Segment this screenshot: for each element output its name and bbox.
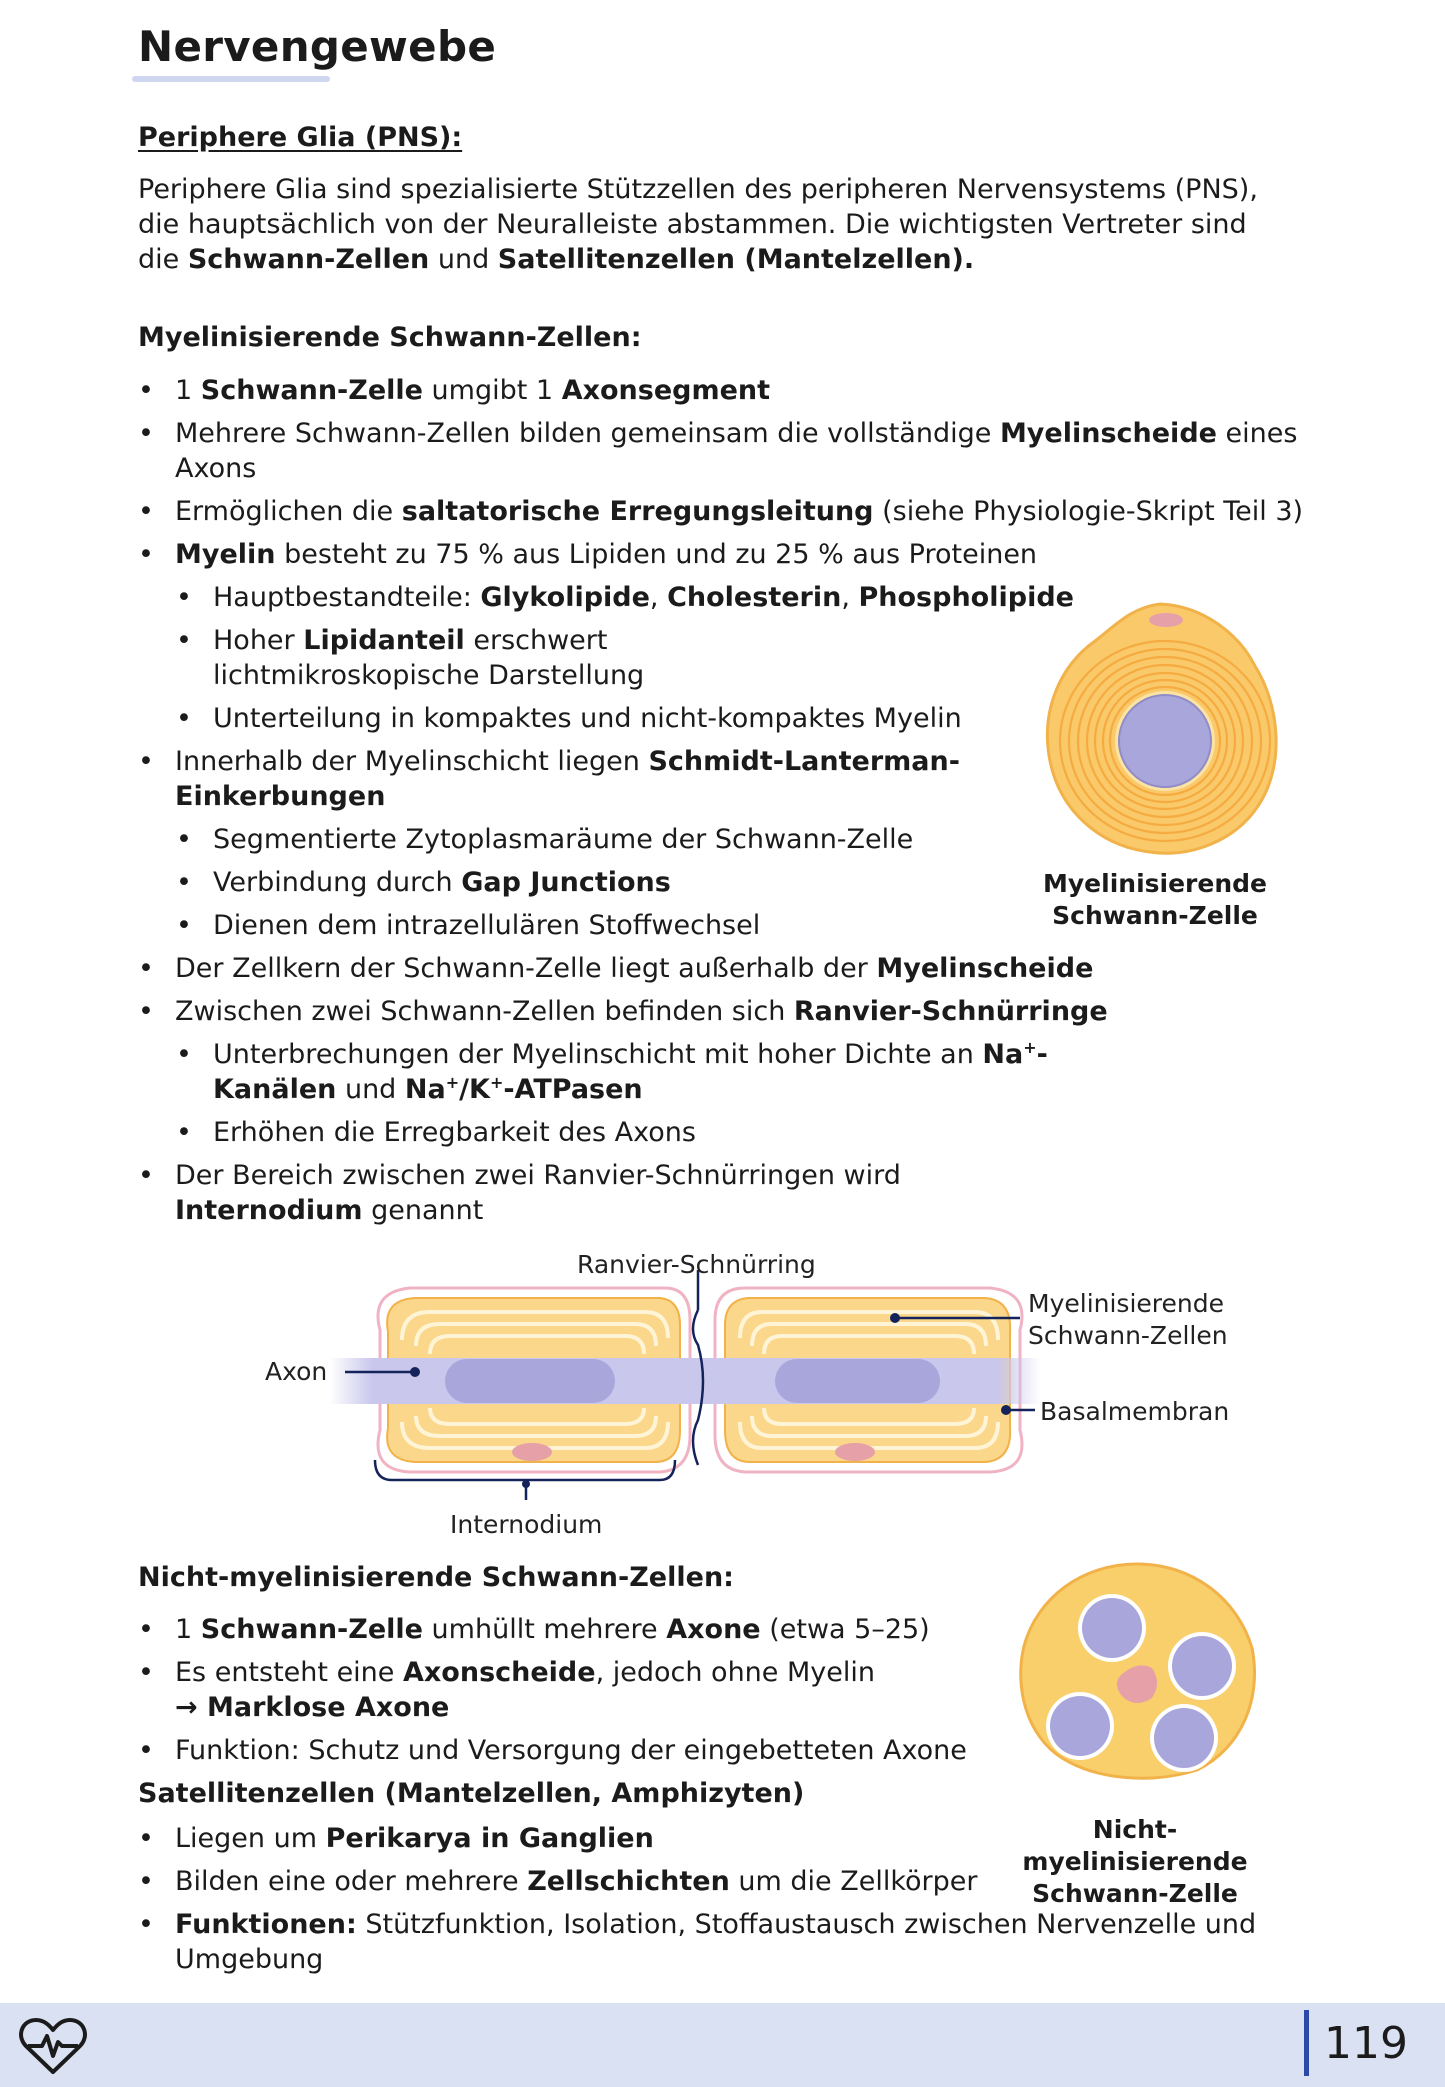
list-item: • Liegen um Perikarya in Ganglien xyxy=(138,1821,1318,1856)
nonmyelinating-schwann-cell-figure xyxy=(1012,1558,1262,1780)
title-underline xyxy=(132,76,330,82)
list-item: • Es entsteht eine Axonscheide, jedoch ohne Myelin → Marklose Axone xyxy=(138,1655,1018,1725)
list-item: • Funktion: Schutz und Versorgung der eingebetteten Axone xyxy=(138,1733,1018,1768)
intro-line: Periphere Glia sind spezialisierte Stützzellen des peripheren Nervensystems (PNS), xyxy=(138,174,1258,205)
list-item: • Unterbrechungen der Myelinschicht mit hoher Dichte an Na+-Kanälen und Na+/K+-ATPasen xyxy=(138,1037,1113,1107)
label-basalmembran: Basalmembran xyxy=(1040,1397,1230,1426)
page-title: Nervengewebe xyxy=(138,22,497,71)
list-item: • Unterteilung in kompaktes und nicht-kompaktes Myelin xyxy=(138,701,1318,736)
list-item: • Ermöglichen die saltatorische Erregungsleitung (siehe Physiologie-Skript Teil 3) xyxy=(138,494,1318,529)
section-heading-pns: Periphere Glia (PNS): xyxy=(138,122,463,153)
list-item: • Hoher Lipidanteil erschwert lichtmikroskopische Darstellung xyxy=(138,623,873,693)
heart-pulse-icon xyxy=(18,2016,88,2076)
list-item: • Zwischen zwei Schwann-Zellen befinden sich Ranvier-Schnürringe xyxy=(138,994,1318,1029)
pns-intro xyxy=(138,172,1318,277)
label-axon: Axon xyxy=(265,1357,328,1386)
nonmyelinating-list xyxy=(138,1612,1018,1776)
list-item: • Mehrere Schwann-Zellen bilden gemeinsam die vollständige Myelinscheide eines Axons xyxy=(138,416,1325,486)
page-number-bar xyxy=(1304,2010,1309,2076)
list-item: • Hauptbestandteile: Glykolipide, Cholesterin, Phospholipide xyxy=(138,580,1318,615)
list-item: • Bilden eine oder mehrere Zellschichten um die Zellkörper xyxy=(138,1864,1318,1899)
list-item: • Innerhalb der Myelinschicht liegen Schmidt-Lanterman-Einkerbungen xyxy=(138,744,975,814)
list-item: • Verbindung durch Gap Junctions xyxy=(138,865,1318,900)
satellite-list xyxy=(138,1821,1318,1985)
myelinating-schwann-cell-figure xyxy=(1040,596,1290,858)
label-myelinating-cells: Myelinisierende Schwann-Zellen xyxy=(1028,1289,1228,1350)
list-item: • Erhöhen die Erregbarkeit des Axons xyxy=(138,1115,1318,1150)
list-item: • Der Bereich zwischen zwei Ranvier-Schnürringen wird Internodium genannt xyxy=(138,1158,955,1228)
section-heading-nonmyelinating: Nicht-myelinisierende Schwann-Zellen: xyxy=(138,1562,734,1593)
label-internodium: Internodium xyxy=(450,1510,603,1539)
section-heading-satellite: Satellitenzellen (Mantelzellen, Amphizyten) xyxy=(138,1778,805,1809)
list-item: • Myelin besteht zu 75 % aus Lipiden und zu 25 % aus Proteinen xyxy=(138,537,1318,572)
list-item: • Segmentierte Zytoplasmaräume der Schwann-Zelle xyxy=(138,822,1318,857)
list-item: • 1 Schwann-Zelle umgibt 1 Axonsegment xyxy=(138,373,1318,408)
intro-line: die Schwann-Zellen und Satellitenzellen (Mantelzellen). xyxy=(138,244,975,275)
intro-line: die hauptsächlich von der Neuralleiste abstammen. Die wichtigsten Vertreter sind xyxy=(138,209,1247,240)
section-heading-myelinating: Myelinisierende Schwann-Zellen: xyxy=(138,322,642,353)
page-number: 119 xyxy=(1324,2018,1408,2069)
list-item: • Der Zellkern der Schwann-Zelle liegt außerhalb der Myelinscheide xyxy=(138,951,1318,986)
nonmyelinating-figure-caption: Nicht- myelinisierende Schwann-Zelle xyxy=(1022,1815,1248,1908)
label-ranvier: Ranvier-Schnürring xyxy=(577,1250,816,1279)
list-item: • Dienen dem intrazellulären Stoffwechsel xyxy=(138,908,1318,943)
internodium-diagram xyxy=(330,1270,1050,1500)
list-item: • Funktionen: Stützfunktion, Isolation, Stoffaustausch zwischen Nervenzelle und Umgebung xyxy=(138,1907,1295,1977)
page-footer xyxy=(0,2003,1445,2087)
myelinating-figure-caption: Myelinisierende Schwann-Zelle xyxy=(1043,869,1267,930)
list-item: • 1 Schwann-Zelle umhüllt mehrere Axone (etwa 5–25) xyxy=(138,1612,1018,1647)
